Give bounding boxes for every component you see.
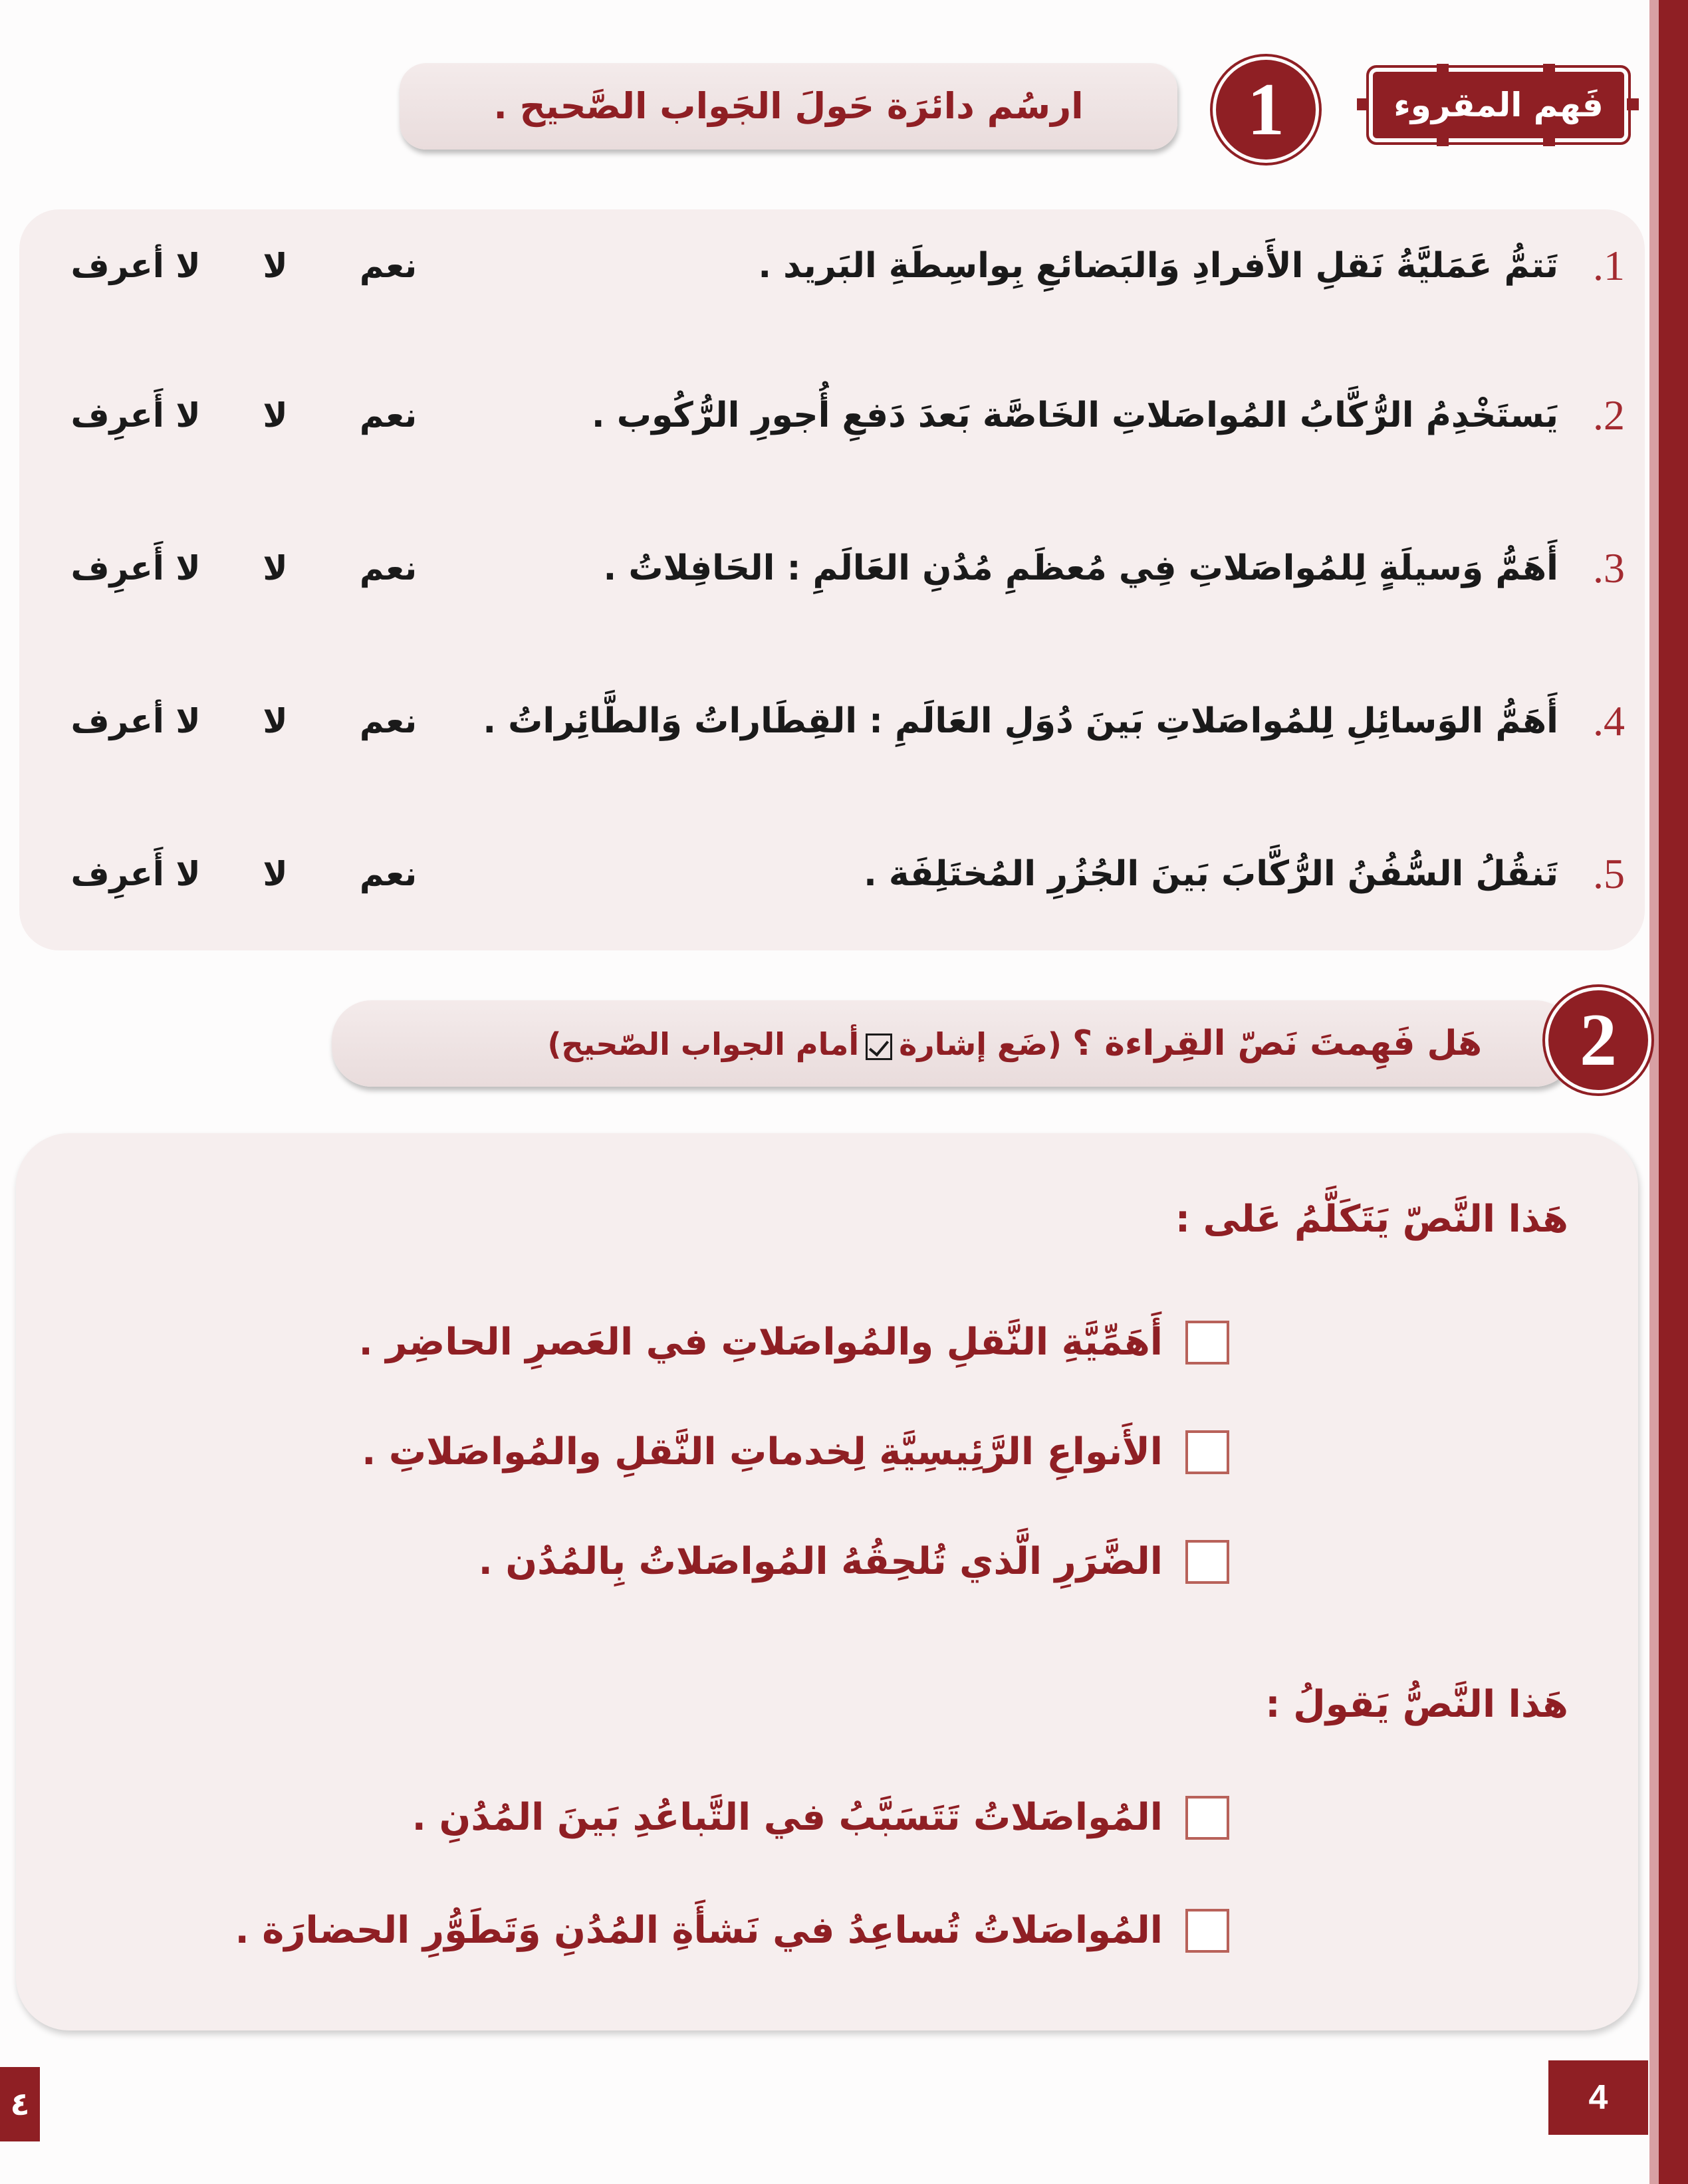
section-badge bbox=[1349, 58, 1648, 152]
no-option[interactable]: لا bbox=[263, 247, 288, 285]
dont-know-option[interactable]: لا أَعرِف bbox=[70, 396, 201, 435]
choice-text: الأَنواعِ الرَّئِيسِيَّةِ لِخدماتِ النَّقلِ والمُواصَلاتِ . bbox=[362, 1430, 1163, 1474]
dont-know-option[interactable]: لا أَعرِف bbox=[70, 855, 201, 893]
checkbox[interactable] bbox=[1185, 1321, 1229, 1365]
choice-text: أَهَمِّيَّةِ النَّقلِ والمُواصَلاتِ في العَصرِ الحاضِر . bbox=[358, 1321, 1163, 1364]
choice-item bbox=[99, 1525, 1229, 1598]
page-number-facing: ٤ bbox=[0, 2067, 40, 2141]
question-text: أَهَمُّ الوَسائِلِ لِلمُواصَلاتِ بَينَ دُوَلِ العَالَمِ : القِطَاراتُ وَالطَّائِراتُ . bbox=[483, 701, 1558, 741]
no-option[interactable]: لا bbox=[263, 702, 288, 740]
section-number-1: 1 bbox=[1216, 60, 1316, 160]
dont-know-option[interactable]: لا أعرف bbox=[70, 702, 201, 740]
section-number-2: 2 bbox=[1548, 990, 1648, 1090]
yes-option[interactable]: نعم bbox=[359, 855, 418, 893]
question-text: أَهَمُّ وَسيلَةٍ لِلمُواصَلاتِ فِي مُعظَمِ مُدُنِ العَالَمِ : الحَافِلاتُ . bbox=[603, 548, 1558, 588]
group-heading-says: هَذا النَّصُّ يَقولُ : bbox=[1265, 1683, 1568, 1726]
yes-option[interactable]: نعم bbox=[359, 702, 418, 740]
question-number: 2. bbox=[1593, 391, 1625, 439]
checkbox[interactable] bbox=[1185, 1796, 1229, 1840]
question-text: تَنقُلُ السُّفُنُ الرُّكَّابَ بَينَ الجُزُرِ المُختَلِفَة . bbox=[864, 854, 1558, 894]
question-row bbox=[43, 379, 1625, 452]
question-number: 3. bbox=[1593, 544, 1625, 592]
yes-option[interactable]: نعم bbox=[359, 549, 418, 588]
choice-item bbox=[99, 1781, 1229, 1854]
choice-item bbox=[99, 1894, 1229, 1967]
instruction-2-note-before: (ضَع إشارة bbox=[899, 1026, 1062, 1062]
choice-text: الضَّرَرِ الَّذي تُلحِقُهُ المُواصَلاتُ بِالمُدُن . bbox=[478, 1540, 1163, 1583]
checkbox[interactable] bbox=[1185, 1909, 1229, 1953]
instruction-2-note-after: أمام الجواب الصّحيح) bbox=[547, 1026, 860, 1062]
check-mark-icon bbox=[866, 1034, 892, 1060]
dont-know-option[interactable]: لا أعرف bbox=[70, 247, 201, 285]
page-edge-shade bbox=[1649, 0, 1659, 2184]
question-row bbox=[43, 229, 1625, 302]
question-row bbox=[43, 685, 1625, 758]
choice-text: المُواصَلاتُ تُساعِدُ في نَشأَةِ المُدُنِ وَتَطَوُّرِ الحضارَة . bbox=[235, 1909, 1163, 1952]
choice-text: المُواصَلاتُ تَتَسَبَّبُ في التَّباعُدِ بَينَ المُدُنِ . bbox=[412, 1796, 1163, 1839]
instruction-2 bbox=[332, 1000, 1575, 1087]
instruction-2-main: هَل فَهِمتَ نَصّ القِراءة ؟ bbox=[1072, 1024, 1482, 1063]
badge-notch bbox=[1627, 98, 1639, 110]
checkbox[interactable] bbox=[1185, 1430, 1229, 1474]
instruction-1: ارسُم دائرَة حَولَ الجَواب الصَّحيح . bbox=[400, 63, 1177, 150]
no-option[interactable]: لا bbox=[263, 855, 288, 893]
question-number: 4. bbox=[1593, 697, 1625, 744]
page-number: 4 bbox=[1548, 2060, 1648, 2135]
question-number: 1. bbox=[1593, 242, 1625, 289]
page-edge-strip bbox=[1659, 0, 1688, 2184]
checkbox[interactable] bbox=[1185, 1540, 1229, 1584]
dont-know-option[interactable]: لا أَعرِف bbox=[70, 549, 201, 588]
yes-option[interactable]: نعم bbox=[359, 396, 418, 435]
choice-item bbox=[99, 1416, 1229, 1489]
choice-item bbox=[99, 1306, 1229, 1379]
yes-option[interactable]: نعم bbox=[359, 247, 418, 285]
no-option[interactable]: لا bbox=[263, 396, 288, 435]
section-title: فَهم المقروء bbox=[1393, 86, 1604, 124]
question-text: يَستَخْدِمُ الرُّكَّابُ المُواصَلاتِ الخَاصَّة بَعدَ دَفعِ أُجورِ الرُّكُوب . bbox=[591, 395, 1558, 435]
badge-notch bbox=[1357, 98, 1369, 110]
question-row bbox=[43, 532, 1625, 605]
question-text: تَتمُّ عَمَليَّةُ نَقلِ الأَفرادِ وَالبَضائعِ بِواسِطَةِ البَريد . bbox=[758, 246, 1558, 286]
no-option[interactable]: لا bbox=[263, 549, 288, 588]
question-number: 5. bbox=[1593, 850, 1625, 897]
instruction-2-note bbox=[547, 1026, 1062, 1062]
question-row bbox=[43, 837, 1625, 911]
group-heading-talks-about: هَذا النَّصّ يَتَكَلَّمُ عَلى : bbox=[1175, 1198, 1568, 1241]
